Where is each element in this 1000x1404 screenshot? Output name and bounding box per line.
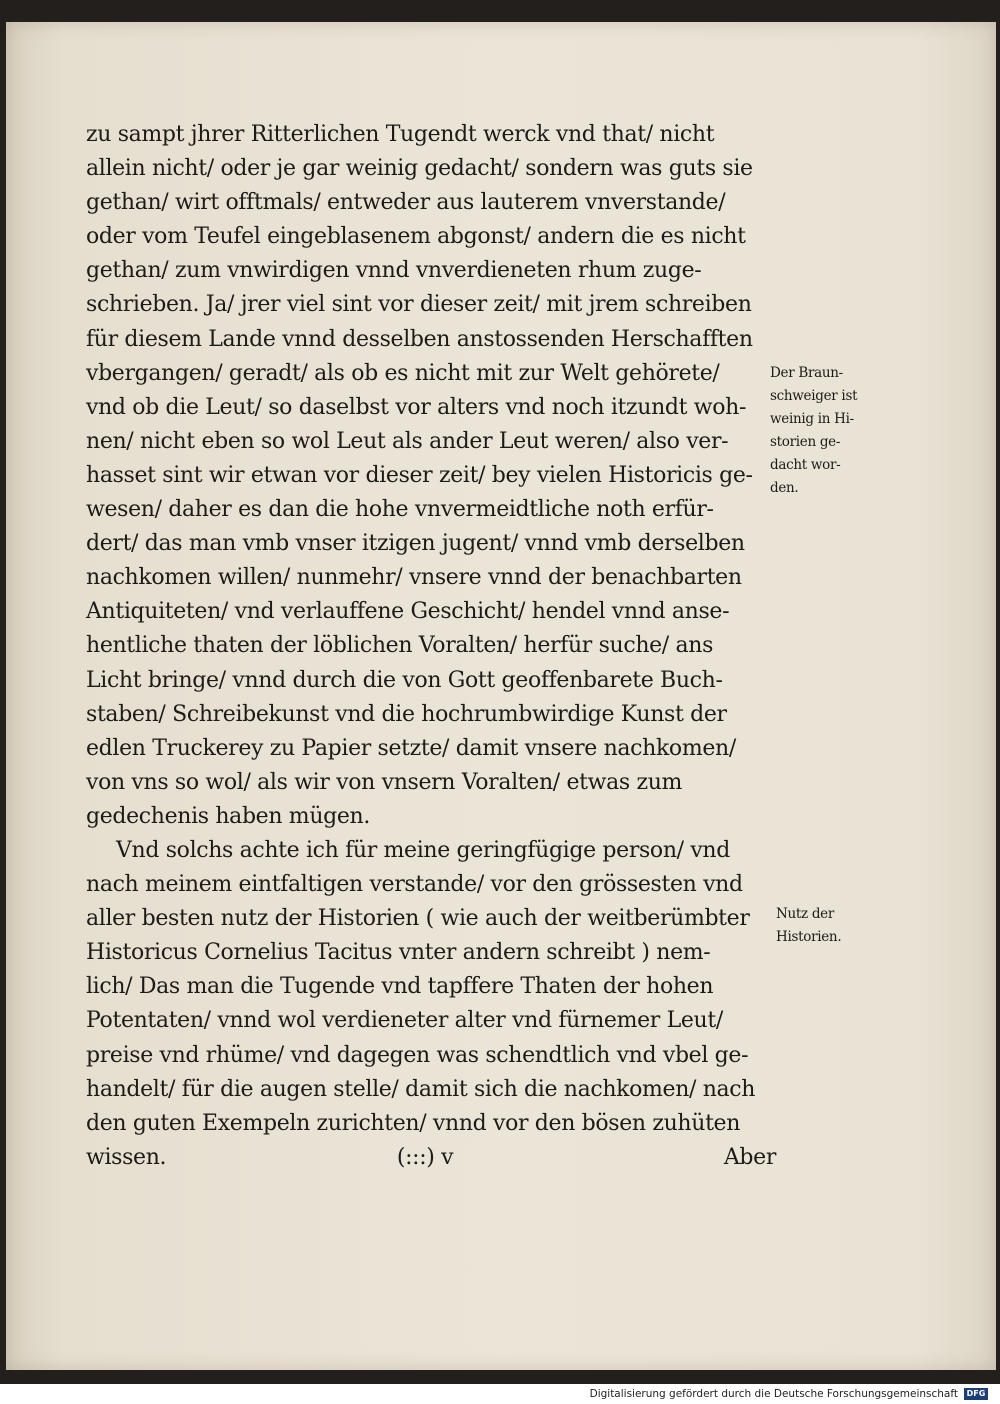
text-line: preise vnd rhüme/ vnd dagegen was schendtlich vnd vbel ge-	[86, 1042, 749, 1068]
signature-mark: (:::) v	[396, 1144, 454, 1170]
paragraph-start-line: Vnd solchs achte ich für meine geringfügige person/ vnd	[116, 837, 730, 863]
text-line: Potentaten/ vnnd wol verdieneter alter vnd fürnemer Leut/	[86, 1008, 723, 1034]
text-line: Historicus Cornelius Tacitus vnter andern schreibt ) nem-	[86, 940, 711, 966]
text-line: schrieben. Ja/ jrer viel sint vor dieser zeit/ mit jrem schreiben	[86, 292, 752, 318]
text-line: Antiquiteten/ vnd verlauffene Geschicht/ hendel vnnd anse-	[86, 599, 730, 625]
margin-note-line: storien ge-	[770, 434, 841, 450]
text-line: nachkomen willen/ nunmehr/ vnsere vnnd der benachbarten	[86, 565, 742, 591]
text-line: hasset sint wir etwan vor dieser zeit/ bey vielen Historicis ge-	[86, 462, 753, 488]
text-line: nen/ nicht eben so wol Leut als ander Leut weren/ also ver-	[86, 428, 729, 454]
text-line: staben/ Schreibekunst vnd die hochrumbwirdige Kunst der	[86, 701, 727, 727]
text-line: gedechenis haben mügen.	[86, 803, 370, 829]
text-line: aller besten nutz der Historien ( wie auch der weitberümbter	[86, 906, 750, 932]
last-word: wissen.	[86, 1144, 167, 1170]
text-line: lich/ Das man die Tugende vnd tapffere Thaten der hohen	[86, 974, 714, 1000]
catchword: Aber	[723, 1144, 776, 1170]
funding-credit: Digitalisierung gefördert durch die Deutsche Forschungsgemeinschaft	[589, 1388, 958, 1400]
text-line: nach meinem eintfaltigen verstande/ vor den grössesten vnd	[86, 872, 743, 898]
footer-bar	[0, 1384, 1000, 1404]
text-line: für diesem Lande vnnd desselben anstossenden Herschafften	[86, 326, 753, 352]
text-line: gethan/ wirt offtmals/ entweder aus lauterem vnverstande/	[86, 190, 726, 216]
margin-note-line: Nutz der	[776, 906, 835, 922]
text-line: von vns so wol/ als wir von vnsern Voralten/ etwas zum	[86, 769, 683, 795]
text-line: den guten Exempeln zurichten/ vnnd vor den bösen zuhüten	[86, 1110, 741, 1136]
text-line: gethan/ zum vnwirdigen vnnd vnverdieneten rhum zuge-	[86, 258, 702, 284]
text-line: allein nicht/ oder je gar weinig gedacht/ sondern was guts sie	[86, 156, 753, 182]
margin-note-line: den.	[770, 480, 799, 496]
text-line: zu sampt jhrer Ritterlichen Tugendt werck vnd that/ nicht	[86, 122, 715, 147]
margin-note-line: weinig in Hi-	[770, 411, 854, 427]
text-line: vbergangen/ geradt/ als ob es nicht mit zur Welt gehörete/	[86, 360, 720, 386]
margin-note-line: dacht wor-	[770, 457, 841, 473]
text-line: oder vom Teufel eingeblasenem abgonst/ andern die es nicht	[86, 224, 746, 250]
margin-note-line: Der Braun-	[770, 365, 843, 381]
text-line: Licht bringe/ vnnd durch die von Gott geoffenbarete Buch-	[86, 667, 723, 693]
text-line: wesen/ daher es dan die hohe vnvermeidtliche noth erfür-	[86, 497, 714, 523]
last-line	[86, 1141, 776, 1175]
text-line: vnd ob die Leut/ so daselbst vor alters vnd noch itzundt woh-	[86, 394, 747, 420]
margin-note-braunschweiger	[770, 362, 890, 500]
margin-note-line: Historien.	[776, 929, 842, 945]
main-text	[86, 118, 776, 1175]
margin-note-line: schweiger ist	[770, 388, 858, 404]
text-line: dert/ das man vmb vnser itzigen jugent/ vnnd vmb derselben	[86, 531, 745, 557]
dfg-logo-icon: DFG	[964, 1388, 988, 1400]
text-line: hentliche thaten der löblichen Voralten/ herfür suche/ ans	[86, 633, 714, 659]
margin-note-nutz	[776, 903, 876, 949]
text-line: handelt/ für die augen stelle/ damit sich die nachkomen/ nach	[86, 1076, 756, 1102]
text-line: edlen Truckerey zu Papier setzte/ damit vnsere nachkomen/	[86, 735, 736, 761]
